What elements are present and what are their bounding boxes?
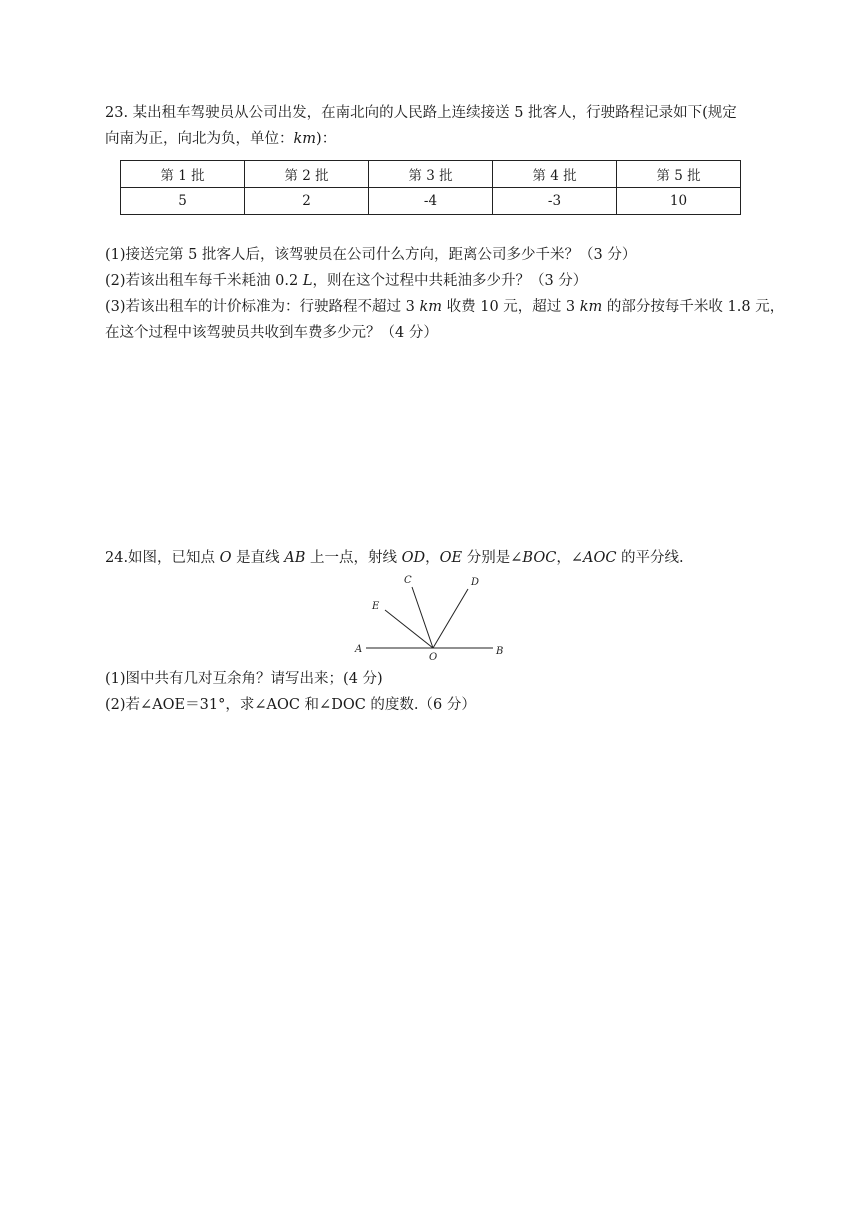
q23-intro-line2-end: )： [316,131,337,147]
question-23-intro [105,100,760,152]
q24-intro-g: 的平分线. [616,550,684,566]
q23-sub2 [105,268,760,294]
q24-intro-b: 是直线 [231,550,285,566]
table-header-cell: 第 1 批 [121,161,245,188]
table-header-row [121,161,741,188]
distance-table [120,160,741,215]
table-cell: 2 [245,188,369,215]
table-row [121,188,741,215]
q23-intro-line2 [105,126,760,152]
table-header-cell: 第 5 批 [617,161,741,188]
q23-sub3-unit1: km [419,299,443,315]
q24-sub1: (1)图中共有几对互余角？请写出来；(4 分) [105,671,383,687]
q24-sub2: (2)若∠AOE＝31°，求∠AOC 和∠DOC 的度数.（6 分） [105,697,476,713]
label-e: E [372,601,380,612]
label-a: A [355,644,363,655]
q23-intro-line1: 23. 某出租车驾驶员从公司出发，在南北向的人民路上连续接送 5 批客人，行驶路程记录如下(规定 [105,105,737,121]
question-23-subquestions [105,242,785,346]
q24-angle-aoc: AOC [582,550,617,566]
q23-sub1: (1)接送完第 5 批客人后，该驾驶员在公司什么方向，距离公司多少千米？（3 分） [105,247,637,263]
q24-intro-c: 上一点，射线 [305,550,402,566]
ray-oc [412,587,433,648]
table-header-cell: 第 4 批 [493,161,617,188]
table-cell: -4 [369,188,493,215]
q23-sub3-line2: 在这个过程中该驾驶员共收到车费多少元？（4 分） [105,325,438,341]
q23-sub3-unit2: km [579,299,603,315]
q23-sub3-text-c: 的部分按每千米收 1.8 元， [602,299,785,315]
q23-sub3-text-a: (3)若该出租车的计价标准为：行驶路程不超过 3 [105,299,420,315]
q24-intro-e: 分别是∠ [462,550,523,566]
label-c: C [404,575,412,586]
ray-od [433,589,468,648]
q23-sub2-unit: L [302,273,313,289]
table-header-cell: 第 2 批 [245,161,369,188]
q24-intro-line [105,545,760,571]
label-b: B [496,646,504,657]
q23-sub2-text: (2)若该出租车每千米耗油 0.2 [105,273,303,289]
table-cell: 10 [617,188,741,215]
question-24-subquestions [105,666,760,718]
question-24-intro [105,545,760,571]
label-o: O [429,652,438,662]
q24-intro-f: ，∠ [556,550,583,566]
label-d: D [471,577,480,588]
q23-sub3-line1 [105,294,785,320]
table-cell: -3 [493,188,617,215]
q23-unit: km [293,131,317,147]
table-cell: 5 [121,188,245,215]
q24-point-o: O [219,550,232,566]
q24-intro-a: 24.如图，已知点 [105,550,220,566]
q24-intro-d: ， [425,550,440,566]
angle-figure [350,570,510,662]
q24-ray-od: OD [401,550,426,566]
q23-intro-line2-text: 向南为正，向北为负，单位： [105,131,294,147]
q23-sub3-text-b: 收费 10 元，超过 3 [442,299,580,315]
q23-sub2-end: ，则在这个过程中共耗油多少升？（3 分） [312,273,588,289]
table-header-cell: 第 3 批 [369,161,493,188]
q24-angle-boc: BOC [522,550,557,566]
q24-ray-oe: OE [439,550,463,566]
q24-line-ab: AB [284,550,306,566]
ray-oe [385,610,433,648]
